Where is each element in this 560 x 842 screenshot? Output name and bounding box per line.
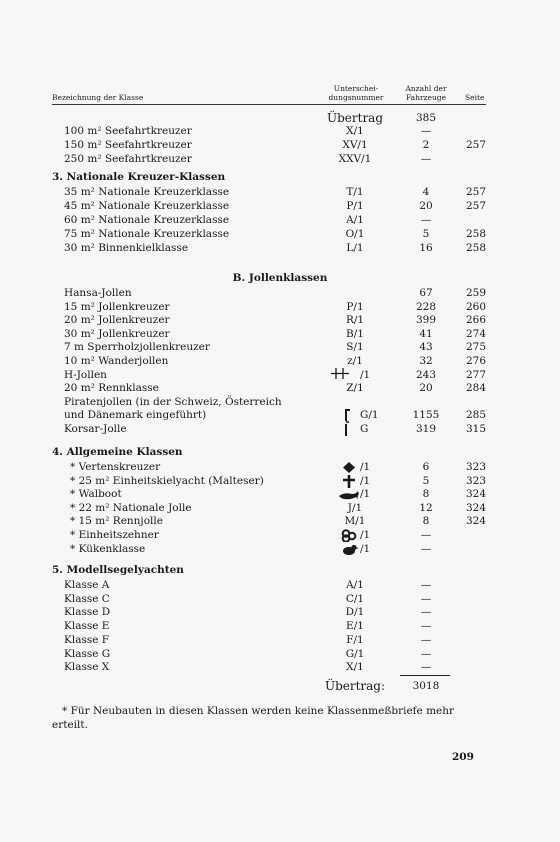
vessel-count: —	[420, 579, 432, 591]
class-code: /1	[360, 461, 371, 473]
table-row	[0, 515, 560, 528]
class-name: Klasse E	[64, 620, 110, 633]
page-ref: 266	[465, 314, 487, 327]
table-row	[0, 328, 560, 341]
korsar-page: 315	[465, 423, 487, 435]
uebertrag-count: 385	[415, 112, 437, 124]
section-title: 5. Modellsegelyachten	[52, 564, 184, 576]
class-code: F/1	[346, 633, 364, 646]
pirat-code-1: G/1	[360, 409, 379, 421]
class-code: P/1	[346, 300, 364, 313]
class-code: O/1	[345, 228, 365, 240]
section-title: 4. Allgemeine Klassen	[52, 446, 183, 458]
class-name: 30 m² Jollenkreuzer	[64, 327, 170, 340]
vessel-count: —	[420, 542, 432, 555]
page-ref: 258	[465, 228, 487, 240]
class-code: D/1	[345, 606, 365, 619]
table-row	[0, 593, 560, 606]
table-row	[0, 125, 560, 138]
page-ref: 275	[465, 341, 487, 354]
class-code: B/1	[346, 327, 364, 340]
footnote: * Für Neubauten in diesen Klassen werden keine Klassenmeßbriefe mehr erteilt.	[52, 705, 455, 731]
vessel-count: 6	[422, 461, 430, 473]
diamond-icon	[338, 461, 360, 474]
section-title: 3. Nationale Kreuzer-Klassen	[52, 171, 226, 183]
class-name: Klasse A	[64, 579, 110, 591]
class-name: * Einheitszehner	[70, 529, 159, 541]
vessel-count: —	[420, 592, 432, 605]
class-code: L/1	[346, 242, 364, 254]
page-ref: 257	[465, 186, 487, 198]
vessel-count: 228	[415, 300, 437, 313]
page-ref: 277	[465, 368, 487, 381]
class-code: A/1	[346, 579, 364, 591]
sum-rule	[400, 675, 450, 676]
vessel-count: 2	[422, 139, 430, 151]
class-name: * Walboot	[70, 488, 122, 501]
table-row	[0, 620, 560, 633]
table-row	[0, 369, 560, 382]
header-count: Anzahl der Fahrzeuge	[405, 84, 447, 102]
pirat-name-2: und Dänemark eingeführt)	[64, 409, 207, 421]
vessel-count: 16	[419, 242, 433, 254]
pirat-line-2	[0, 409, 560, 422]
vessel-count: 20	[419, 200, 433, 212]
table-row	[0, 475, 560, 488]
vessel-count: 12	[419, 501, 433, 514]
section-3-heading	[0, 171, 560, 184]
class-code: z/1	[347, 355, 363, 367]
table-row	[0, 139, 560, 152]
uebertrag-bottom-label: Übertrag:	[324, 679, 386, 693]
page-ref: 259	[465, 287, 487, 299]
page-ref: 276	[465, 355, 487, 367]
class-code: G/1	[345, 647, 365, 660]
class-code: /1	[360, 474, 371, 487]
header-page: Seite	[465, 93, 485, 102]
class-name: Klasse C	[64, 592, 110, 605]
whale-icon	[338, 488, 360, 501]
vessel-count: 20	[419, 382, 433, 395]
table-row	[0, 186, 560, 199]
class-code: C/1	[345, 592, 365, 605]
table-row	[0, 661, 560, 674]
vessel-count: 32	[419, 355, 433, 367]
table-row	[0, 382, 560, 395]
chick-icon	[338, 543, 360, 556]
class-name: 35 m² Nationale Kreuzerklasse	[64, 186, 230, 198]
table-row	[0, 341, 560, 354]
class-code: /1	[360, 368, 371, 381]
table-row	[0, 634, 560, 647]
page-ref: 257	[465, 200, 487, 212]
class-name: 45 m² Nationale Kreuzerklasse	[64, 200, 230, 212]
vessel-count: —	[420, 647, 432, 660]
class-name: * 15 m² Rennjolle	[70, 515, 163, 528]
korsar-name: Korsar-Jolle	[64, 423, 127, 435]
class-name: * 25 m² Einheitskielyacht (Malteser)	[70, 474, 264, 487]
class-code: A/1	[346, 214, 364, 226]
page-ref: 260	[465, 300, 487, 313]
class-name: Klasse G	[64, 647, 111, 660]
table-row	[0, 242, 560, 255]
class-code: /1	[360, 529, 371, 541]
vessel-count: 67	[419, 287, 433, 299]
header-name: Bezeichnung der Klasse	[52, 93, 144, 102]
table-row	[0, 228, 560, 241]
section-b-heading: B. Jollenklassen	[232, 272, 328, 284]
uebertrag-bottom-row	[0, 680, 560, 693]
table-row	[0, 488, 560, 501]
table-row	[0, 355, 560, 368]
cross-icon	[338, 475, 360, 488]
class-name: 250 m² Seefahrtkreuzer	[64, 153, 192, 165]
class-name: Klasse D	[64, 606, 111, 619]
class-name: * Vertenskreuzer	[70, 461, 161, 473]
class-name: 15 m² Jollenkreuzer	[64, 300, 170, 313]
page-ref: 284	[465, 382, 487, 395]
class-name: * 22 m² Nationale Jolle	[70, 501, 192, 514]
class-code: XXV/1	[338, 153, 372, 165]
class-code: P/1	[346, 200, 364, 212]
table-row	[0, 648, 560, 661]
page-ref: 323	[465, 461, 487, 473]
class-name: Klasse F	[64, 633, 110, 646]
class-code: Z/1	[346, 382, 364, 395]
table-row	[0, 287, 560, 300]
korsar-row	[0, 423, 560, 436]
class-name: 30 m² Binnenkielklasse	[64, 242, 189, 254]
page-number: 209	[452, 751, 474, 763]
table-row	[0, 606, 560, 619]
uebertrag-top-row	[0, 112, 560, 125]
vessel-count: 243	[415, 368, 437, 381]
vessel-count: 43	[419, 341, 433, 354]
table-row	[0, 461, 560, 474]
page-ref: 258	[465, 242, 487, 254]
page-ref: 323	[465, 474, 487, 487]
page-ref: 324	[465, 515, 487, 528]
header-rule	[52, 104, 486, 105]
korsar-code: G	[360, 423, 369, 435]
class-name: 10 m² Wanderjollen	[64, 355, 169, 367]
vessel-count: 5	[422, 474, 430, 487]
class-code: /1	[360, 542, 371, 555]
table-row	[0, 502, 560, 515]
table-row	[0, 214, 560, 227]
pirat-name-1: Piratenjollen (in der Schweiz, Österreich	[64, 396, 282, 408]
table-row	[0, 529, 560, 542]
vessel-count: —	[420, 214, 432, 226]
vessel-count: 8	[422, 515, 430, 528]
class-code: S/1	[346, 341, 364, 354]
korsar-count: 319	[415, 423, 437, 435]
class-code: M/1	[344, 515, 366, 528]
table-row	[0, 200, 560, 213]
pirat-count-1: 1155	[412, 409, 440, 421]
vessel-count: 8	[422, 488, 430, 501]
rings-icon	[338, 529, 360, 542]
class-code: /1	[360, 488, 371, 501]
vessel-count: —	[420, 125, 432, 137]
vessel-count: —	[420, 620, 432, 633]
section-4-heading	[0, 446, 560, 459]
class-name: Klasse X	[64, 661, 110, 674]
table-row	[0, 314, 560, 327]
table-row	[0, 543, 560, 556]
class-code: X/1	[346, 661, 364, 674]
class-name: 20 m² Jollenkreuzer	[64, 314, 170, 327]
vessel-count: 5	[422, 228, 430, 240]
class-code: XV/1	[342, 139, 368, 151]
table-row	[0, 579, 560, 592]
class-code: R/1	[345, 314, 365, 327]
class-name: 75 m² Nationale Kreuzerklasse	[64, 228, 230, 240]
class-name: H-Jollen	[64, 368, 107, 381]
class-name: 60 m² Nationale Kreuzerklasse	[64, 214, 230, 226]
header-code: Unterschei- dungsnummer	[328, 84, 384, 102]
page-ref: 257	[465, 139, 487, 151]
page-ref: 324	[465, 501, 487, 514]
class-code: J/1	[347, 501, 363, 514]
vessel-count: —	[420, 633, 432, 646]
class-name: 20 m² Rennklasse	[64, 382, 159, 395]
pirate-bracket-icon	[342, 408, 354, 438]
class-name: * Kükenklasse	[70, 542, 146, 555]
page-ref: 324	[465, 488, 487, 501]
vessel-count: —	[420, 153, 432, 165]
vessel-count: —	[420, 529, 432, 541]
vessel-count: 399	[415, 314, 437, 327]
vessel-count: 41	[419, 327, 433, 340]
section-5-heading	[0, 564, 560, 577]
vessel-count: —	[420, 661, 432, 674]
class-code: T/1	[346, 186, 364, 198]
pirat-page-1: 285	[465, 409, 487, 421]
class-name: 7 m Sperrholzjollenkreuzer	[64, 341, 210, 354]
class-code: X/1	[346, 125, 364, 137]
class-code: E/1	[346, 620, 364, 633]
uebertrag-bottom-count: 3018	[412, 680, 440, 692]
pirat-line-1	[0, 396, 560, 409]
vessel-count: 4	[422, 186, 430, 198]
uebertrag-label: Übertrag	[326, 111, 384, 125]
page-ref: 274	[465, 327, 487, 340]
class-name: 150 m² Seefahrtkreuzer	[64, 139, 192, 151]
vessel-count: —	[420, 606, 432, 619]
class-name: 100 m² Seefahrtkreuzer	[64, 125, 192, 137]
table-row	[0, 301, 560, 314]
table-row	[0, 153, 560, 166]
class-name: Hansa-Jollen	[64, 287, 132, 299]
